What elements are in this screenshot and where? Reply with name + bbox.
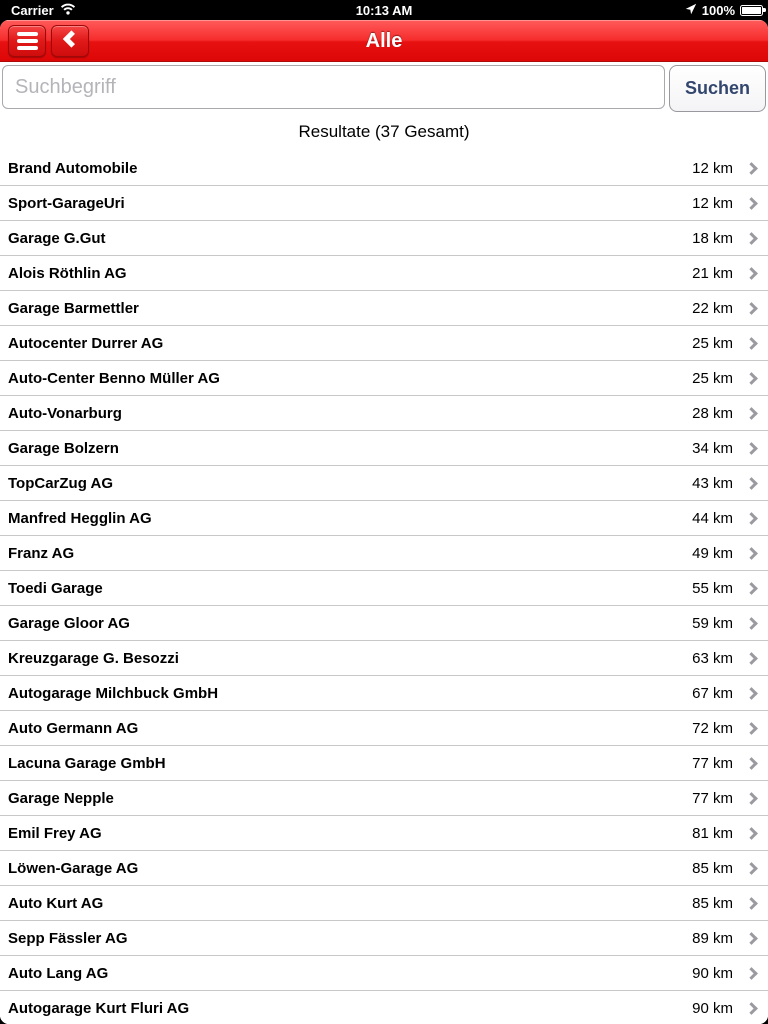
item-distance: 63 km [692,649,733,667]
item-distance: 25 km [692,369,733,387]
list-item[interactable] [0,256,768,291]
list-item[interactable] [0,536,768,571]
item-name: Manfred Hegglin AG [8,509,152,527]
item-name: Brand Automobile [8,159,138,177]
page-title: Alle [365,29,403,52]
item-name: Toedi Garage [8,579,103,597]
item-distance: 25 km [692,334,733,352]
chevron-right-icon [745,757,758,770]
list-item[interactable] [0,641,768,676]
app-card [0,20,768,1024]
back-icon [59,28,81,55]
list-item[interactable] [0,851,768,886]
menu-button[interactable] [8,25,46,57]
chevron-right-icon [745,267,758,280]
item-distance: 77 km [692,754,733,772]
item-name: Sepp Fässler AG [8,929,128,947]
chevron-right-icon [745,197,758,210]
list-item[interactable] [0,151,768,186]
chevron-right-icon [745,162,758,175]
list-item[interactable] [0,676,768,711]
item-name: Autogarage Milchbuck GmbH [8,684,219,702]
chevron-right-icon [745,897,758,910]
chevron-right-icon [745,1002,758,1015]
chevron-right-icon [745,232,758,245]
chevron-right-icon [745,442,758,455]
chevron-right-icon [745,827,758,840]
item-name: Lacuna Garage GmbH [8,754,166,772]
item-name: Garage Nepple [8,789,114,807]
list-item[interactable] [0,991,768,1024]
menu-icon [17,32,38,50]
item-name: Auto Germann AG [8,719,139,737]
chevron-right-icon [745,512,758,525]
item-distance: 44 km [692,509,733,527]
item-distance: 72 km [692,719,733,737]
item-name: Garage Gloor AG [8,614,130,632]
item-name: Autocenter Durrer AG [8,334,164,352]
item-name: Sport-GarageUri [8,194,125,212]
item-distance: 59 km [692,614,733,632]
location-arrow-icon [685,3,697,18]
search-row [0,62,768,112]
item-distance: 12 km [692,194,733,212]
chevron-right-icon [745,652,758,665]
chevron-right-icon [745,547,758,560]
item-name: Garage Barmettler [8,299,139,317]
results-header: Resultate (37 Gesamt) [298,122,470,141]
item-distance: 21 km [692,264,733,282]
results-list [0,151,768,1024]
item-name: Garage Bolzern [8,439,119,457]
item-name: Autogarage Kurt Fluri AG [8,999,190,1017]
battery-icon [740,5,763,16]
list-item[interactable] [0,501,768,536]
nav-bar [0,20,768,62]
item-name: Auto Kurt AG [8,894,104,912]
chevron-right-icon [745,302,758,315]
item-name: Emil Frey AG [8,824,102,842]
item-distance: 28 km [692,404,733,422]
item-name: TopCarZug AG [8,474,113,492]
item-distance: 34 km [692,439,733,457]
search-input[interactable] [2,65,665,109]
list-item[interactable] [0,956,768,991]
list-item[interactable] [0,746,768,781]
list-item[interactable] [0,221,768,256]
item-distance: 85 km [692,894,733,912]
item-distance: 67 km [692,684,733,702]
list-item[interactable] [0,606,768,641]
item-distance: 89 km [692,929,733,947]
item-name: Alois Röthlin AG [8,264,127,282]
item-name: Auto Lang AG [8,964,109,982]
item-distance: 22 km [692,299,733,317]
chevron-right-icon [745,792,758,805]
list-item[interactable] [0,291,768,326]
list-item[interactable] [0,781,768,816]
list-item[interactable] [0,571,768,606]
item-name: Auto-Center Benno Müller AG [8,369,220,387]
status-bar [0,0,768,20]
item-name: Franz AG [8,544,75,562]
chevron-right-icon [745,722,758,735]
list-item[interactable] [0,186,768,221]
item-name: Kreuzgarage G. Besozzi [8,649,179,667]
chevron-right-icon [745,862,758,875]
item-distance: 43 km [692,474,733,492]
list-item[interactable] [0,886,768,921]
search-button[interactable]: Suchen [669,65,766,112]
chevron-right-icon [745,407,758,420]
item-distance: 90 km [692,964,733,982]
item-distance: 85 km [692,859,733,877]
list-item[interactable] [0,396,768,431]
carrier-label: Carrier [11,2,54,18]
chevron-right-icon [745,932,758,945]
chevron-right-icon [745,687,758,700]
chevron-right-icon [745,372,758,385]
item-distance: 55 km [692,579,733,597]
list-item[interactable] [0,361,768,396]
list-item[interactable] [0,431,768,466]
list-item[interactable] [0,326,768,361]
battery-percentage: 100% [701,2,735,18]
item-distance: 81 km [692,824,733,842]
item-distance: 77 km [692,789,733,807]
item-distance: 90 km [692,999,733,1017]
item-name: Garage G.Gut [8,229,106,247]
back-button[interactable] [51,25,89,57]
wifi-icon [60,3,76,18]
item-distance: 49 km [692,544,733,562]
list-item[interactable] [0,466,768,501]
chevron-right-icon [745,582,758,595]
item-name: Löwen-Garage AG [8,859,139,877]
status-time: 10:13 AM [355,2,413,18]
list-item[interactable] [0,711,768,746]
chevron-right-icon [745,477,758,490]
list-item[interactable] [0,816,768,851]
chevron-right-icon [745,967,758,980]
item-name: Auto-Vonarburg [8,404,122,422]
chevron-right-icon [745,617,758,630]
item-distance: 18 km [692,229,733,247]
item-distance: 12 km [692,159,733,177]
chevron-right-icon [745,337,758,350]
list-item[interactable] [0,921,768,956]
